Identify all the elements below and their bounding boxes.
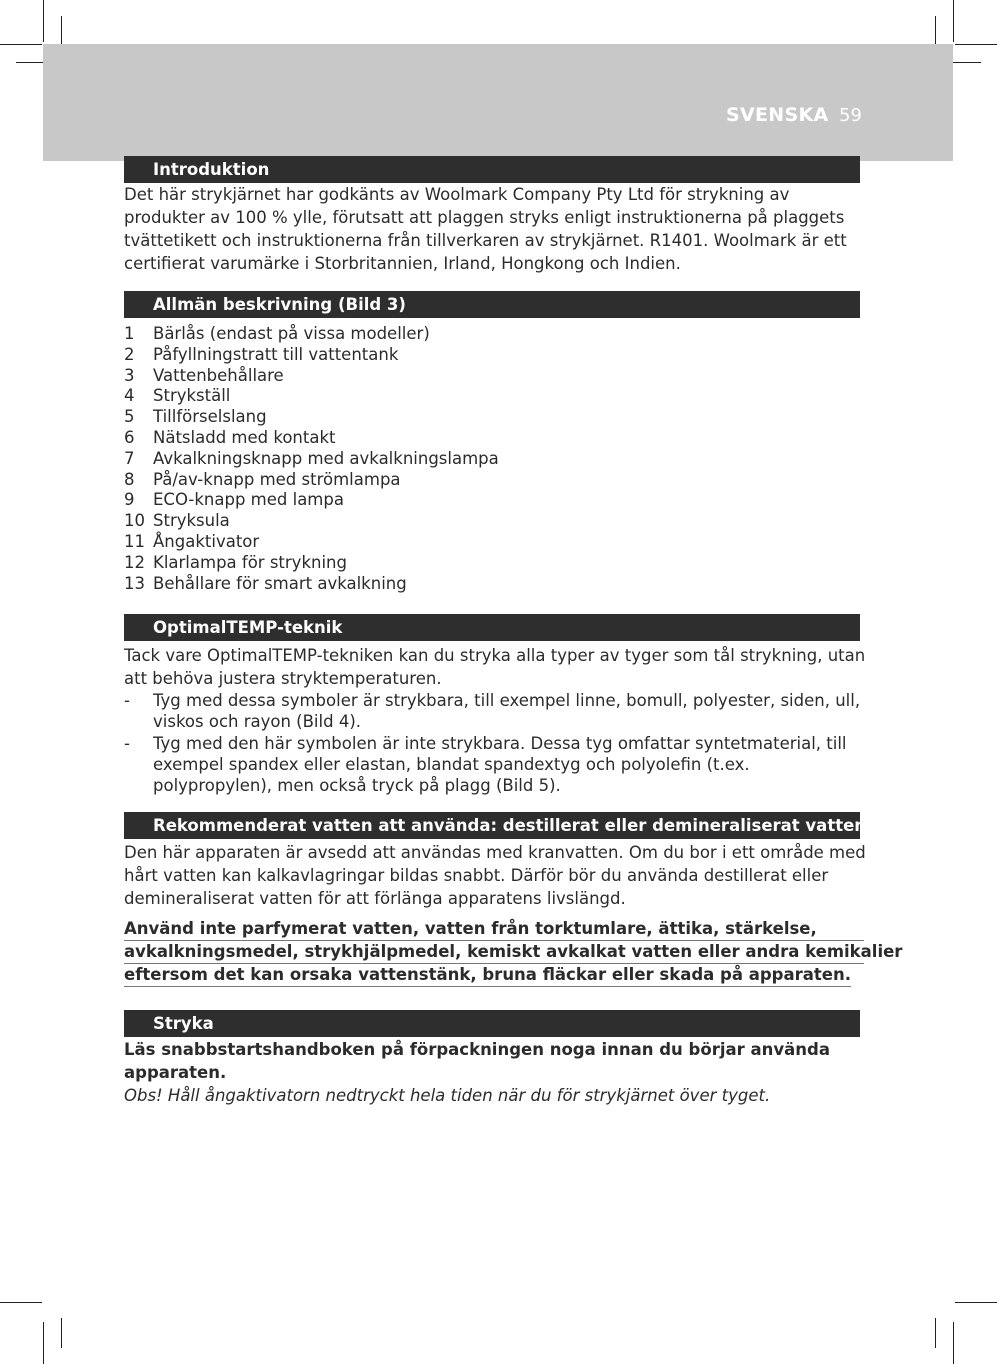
crop-mark xyxy=(0,44,42,45)
list-item xyxy=(124,324,864,345)
item-number: 5 xyxy=(124,407,135,427)
list-item xyxy=(124,449,864,470)
item-label: Klarlampa för strykning xyxy=(153,552,347,572)
list-item xyxy=(124,407,864,428)
item-label: ECO-knapp med lampa xyxy=(153,490,344,510)
item-label: Bärlås (endast på vissa modeller) xyxy=(153,324,430,343)
crop-mark xyxy=(953,0,954,42)
section-heading-ironing: Stryka xyxy=(124,1010,860,1037)
parts-list xyxy=(124,324,864,594)
section-heading-water: Rekommenderat vatten att använda: destillerat eller demineraliserat vatten xyxy=(124,812,860,839)
bullet-text: Tyg med den här symbolen är inte strykbara. Dessa tyg omfattar syntetmaterial, till exempel spandex eller elastan, blandat spandextyg och polyolefin (t.ex. polypropylen), men också tryck på plagg (Bild 5). xyxy=(153,734,847,795)
item-number: 9 xyxy=(124,490,135,510)
list-item xyxy=(124,386,864,407)
crop-mark xyxy=(43,1322,44,1364)
item-label: Ångaktivator xyxy=(153,531,260,551)
section-heading-general: Allmän beskrivning (Bild 3) xyxy=(124,291,860,318)
crop-mark xyxy=(955,44,997,45)
list-item xyxy=(124,345,864,366)
list-item xyxy=(124,532,864,553)
warning-line: eftersom det kan orsaka vattenstänk, bruna fläckar eller skada på apparaten. xyxy=(124,964,851,987)
ironing-bold-paragraph: Läs snabbstartshandboken på förpackningen noga innan du börjar använda apparaten. xyxy=(124,1040,830,1082)
item-number: 6 xyxy=(124,427,135,447)
list-item xyxy=(124,490,864,511)
header-band xyxy=(43,44,953,161)
crop-mark xyxy=(43,0,44,42)
item-number: 10 xyxy=(124,511,145,531)
item-label: Strykställ xyxy=(153,386,231,406)
warning-line: avkalkningsmedel, strykhjälpmedel, kemiskt avkalkat vatten eller andra kemikalier xyxy=(124,941,864,964)
intro-paragraph: Det här strykjärnet har godkänts av Woolmark Company Pty Ltd för strykning av produkter av 100 % ylle, förutsatt att plaggen stryks enligt instruktionerna på plaggets tvättetikett och instruktionerna från tillverkaren av strykjärnet. R1401. Woolmark är ett certifierat varumärke i Storbritannien, Irland, Hongkong och Indien. xyxy=(124,185,847,273)
list-item xyxy=(124,574,864,595)
crop-mark xyxy=(935,1318,936,1348)
item-label: Påfyllningstratt till vattentank xyxy=(153,344,399,364)
crop-mark xyxy=(953,1322,954,1364)
ironing-note: Obs! Håll ångaktivatorn nedtryckt hela tiden när du för strykjärnet över tyget. xyxy=(124,1086,771,1105)
water-paragraph: Den här apparaten är avsedd att användas med kranvatten. Om du bor i ett område med hårt vatten kan kalkavlagringar bildas snabbt. Därför bör du använda destillerat eller demineraliserat vatten för att förlänga apparatens livslängd. xyxy=(124,843,866,908)
crop-mark xyxy=(0,1302,42,1303)
list-item xyxy=(124,553,864,574)
item-label: Stryksula xyxy=(153,511,230,531)
item-number: 2 xyxy=(124,344,135,364)
item-label: Behållare för smart avkalkning xyxy=(153,573,407,593)
item-number: 7 xyxy=(124,448,135,468)
language-label: SVENSKA xyxy=(726,104,829,126)
bullet-item xyxy=(124,733,864,796)
crop-mark xyxy=(955,1302,997,1303)
list-item xyxy=(124,366,864,387)
item-number: 12 xyxy=(124,552,145,572)
item-number: 4 xyxy=(124,386,135,406)
optimaltemp-paragraph: Tack vare OptimalTEMP-tekniken kan du stryka alla typer av tyger som tål strykning, utan att behöva justera stryktemperaturen. xyxy=(124,646,866,688)
section-heading-optimaltemp: OptimalTEMP-teknik xyxy=(124,614,860,641)
bullet-dash: - xyxy=(124,734,130,753)
item-label: Tillförselslang xyxy=(153,407,267,427)
item-label: Vattenbehållare xyxy=(153,365,284,385)
water-warning xyxy=(124,918,903,987)
optimaltemp-bullets xyxy=(124,690,864,797)
item-number: 13 xyxy=(124,573,145,593)
crop-mark xyxy=(61,1318,62,1348)
item-number: 1 xyxy=(124,324,135,343)
bullet-dash: - xyxy=(124,691,130,710)
warning-line: Använd inte parfymerat vatten, vatten från torktumlare, ättika, stärkelse, xyxy=(124,918,864,941)
item-label: På/av-knapp med strömlampa xyxy=(153,469,401,489)
item-number: 3 xyxy=(124,365,135,385)
item-number: 8 xyxy=(124,469,135,489)
list-item xyxy=(124,428,864,449)
bullet-item xyxy=(124,690,864,732)
section-heading-intro: Introduktion xyxy=(124,156,860,183)
page-number: 59 xyxy=(839,105,862,126)
item-number: 11 xyxy=(124,531,145,551)
list-item xyxy=(124,511,864,532)
item-label: Nätsladd med kontakt xyxy=(153,427,336,447)
bullet-text: Tyg med dessa symboler är strykbara, till exempel linne, bomull, polyester, siden, ull, viskos och rayon (Bild 4). xyxy=(153,691,861,731)
list-item xyxy=(124,470,864,491)
item-label: Avkalkningsknapp med avkalkningslampa xyxy=(153,448,499,468)
